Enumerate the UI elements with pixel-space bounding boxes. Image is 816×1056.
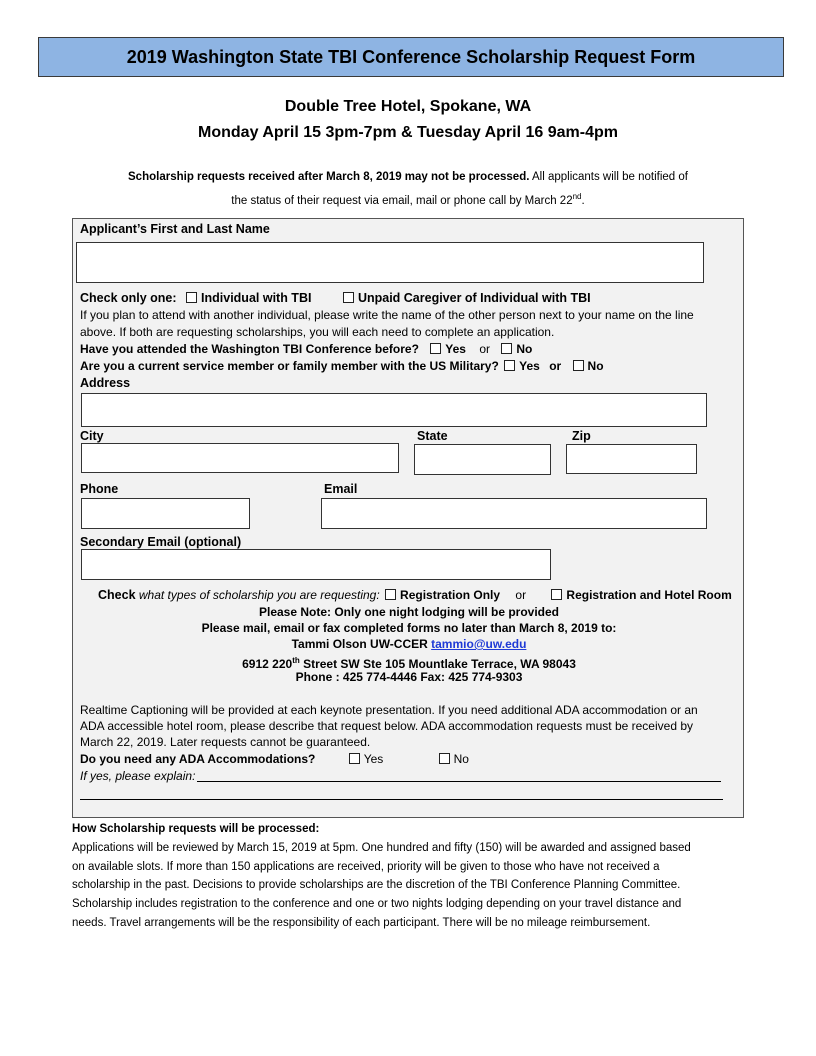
process-line-1: Applications will be reviewed by March 15, 2019 at 5pm. One hundred and fifty (150) will be awarded and assigned based — [72, 841, 691, 854]
explain-line-2[interactable] — [80, 799, 723, 800]
individual-option: Individual with TBI — [201, 291, 312, 305]
registration-only-checkbox[interactable] — [385, 589, 396, 600]
ada-yes-label: Yes — [363, 752, 384, 766]
state-input[interactable] — [414, 444, 551, 475]
state-label: State — [417, 429, 448, 443]
deadline-notice-end: . — [581, 194, 585, 207]
lodging-note: Please Note: Only one night lodging will be provided — [258, 605, 560, 619]
attended-no-label: No — [516, 342, 533, 356]
attended-question-row — [80, 341, 532, 357]
ada-yes-checkbox[interactable] — [349, 753, 360, 764]
military-yes-label: Yes — [519, 359, 540, 373]
registration-only-label: Registration Only — [400, 588, 501, 602]
process-heading: How Scholarship requests will be processed: — [72, 823, 320, 835]
attended-or: or — [479, 342, 490, 356]
check-only-label: Check only one: — [80, 291, 177, 305]
ada-question: Do you need any ADA Accommodations? — [80, 752, 316, 766]
contact-email-link[interactable]: tammio@uw.edu — [431, 637, 527, 651]
attended-question: Have you attended the Washington TBI Conference before? — [80, 342, 419, 356]
city-input[interactable] — [81, 443, 399, 473]
mailing-address-rest: Street SW Ste 105 Mountlake Terrace, WA 98043 — [299, 657, 576, 671]
military-no-checkbox[interactable] — [573, 360, 584, 371]
name-label: Applicant’s First and Last Name — [80, 222, 270, 236]
military-no-label: No — [587, 359, 604, 373]
instructions-line-1: If you plan to attend with another individual, please write the name of the other person next to your name on the line — [80, 308, 694, 322]
military-question-row — [80, 358, 604, 374]
explain-label — [80, 768, 195, 784]
scholarship-type-question: what types of scholarship you are requesting: — [138, 588, 380, 602]
mailing-address-sup: th — [292, 656, 300, 665]
registration-hotel-checkbox[interactable] — [551, 589, 562, 600]
process-line-4: Scholarship includes registration to the conference and one or two nights lodging depending on your travel distance and — [72, 898, 682, 911]
secondary-email-label: Secondary Email (optional) — [80, 535, 242, 549]
city-label: City — [80, 429, 104, 443]
deadline-notice-rest: All applicants will be notified of the status of their request via email, mail or phone call by March 22 — [231, 171, 688, 207]
attended-yes-label: Yes — [445, 342, 466, 356]
military-question: Are you a current service member or family member with the US Military? — [80, 359, 499, 373]
process-line-5: needs. Travel arrangements will be the responsibility of each participant. There will be no mileage reimbursement. — [72, 916, 651, 929]
process-line-3: scholarship in the past. Decisions to provide scholarships are the discretion of the TBI Conference Planning Committee. — [72, 879, 681, 892]
attended-no-checkbox[interactable] — [501, 343, 512, 354]
instructions-line-2: above. If both are requesting scholarships, you will each need to complete an application. — [80, 325, 555, 339]
event-dates: Monday April 15 3pm-7pm & Tuesday April 16 9am-4pm — [198, 124, 618, 141]
check-word: Check — [98, 588, 136, 602]
captioning-line-1: Realtime Captioning will be provided at each keynote presentation. If you need additional ADA accommodation or an — [80, 703, 698, 717]
caregiver-checkbox[interactable] — [343, 292, 354, 303]
ada-no-checkbox[interactable] — [439, 753, 450, 764]
phone-fax: Phone : 425 774-4446 Fax: 425 774-9303 — [295, 670, 523, 684]
individual-checkbox[interactable] — [186, 292, 197, 303]
mailing-address-num: 6912 220 — [242, 657, 293, 671]
deadline-notice-sup: nd — [572, 192, 582, 201]
contact-line — [73, 636, 745, 652]
check-only-row — [80, 290, 591, 306]
secondary-email-input[interactable] — [81, 549, 551, 580]
scholarship-or: or — [515, 588, 527, 602]
form-title: 2019 Washington State TBI Conference Scholarship Request Form — [38, 37, 784, 77]
deadline-notice-bold: Scholarship requests received after March 8, 2019 may not be processed. — [128, 171, 530, 183]
explain-line-1[interactable] — [197, 781, 721, 782]
process-line-2: on available slots. If more than 150 applications are received, priority will be given to those who have not received a — [72, 860, 660, 873]
zip-label: Zip — [572, 429, 591, 443]
email-input[interactable] — [321, 498, 707, 529]
ada-no-label: No — [453, 752, 469, 766]
registration-hotel-label: Registration and Hotel Room — [566, 588, 732, 602]
venue: Double Tree Hotel, Spokane, WA — [284, 98, 532, 115]
process-section — [72, 820, 744, 933]
application-panel — [72, 218, 744, 818]
address-input[interactable] — [81, 393, 707, 427]
email-label: Email — [324, 482, 358, 496]
deadline-notice — [120, 168, 696, 211]
phone-input[interactable] — [81, 498, 250, 529]
name-input[interactable] — [76, 242, 704, 283]
explain-label-text: If yes, please explain: — [80, 769, 196, 783]
ada-question-row — [80, 751, 469, 767]
attended-yes-checkbox[interactable] — [430, 343, 441, 354]
military-yes-checkbox[interactable] — [504, 360, 515, 371]
address-label: Address — [80, 376, 131, 390]
captioning-line-2: ADA accessible hotel room, please describe that request below. ADA accommodation requests must be received by — [80, 719, 693, 733]
contact-name: Tammi Olson UW-CCER — [291, 637, 428, 651]
scholarship-type-row — [98, 587, 732, 603]
phone-label: Phone — [80, 482, 119, 496]
mail-instructions: Please mail, email or fax completed forms no later than March 8, 2019 to: — [201, 621, 617, 635]
zip-input[interactable] — [566, 444, 697, 474]
military-or: or — [549, 359, 562, 373]
captioning-line-3: March 22, 2019. Later requests cannot be guaranteed. — [80, 735, 371, 749]
caregiver-option: Unpaid Caregiver of Individual with TBI — [357, 291, 591, 305]
